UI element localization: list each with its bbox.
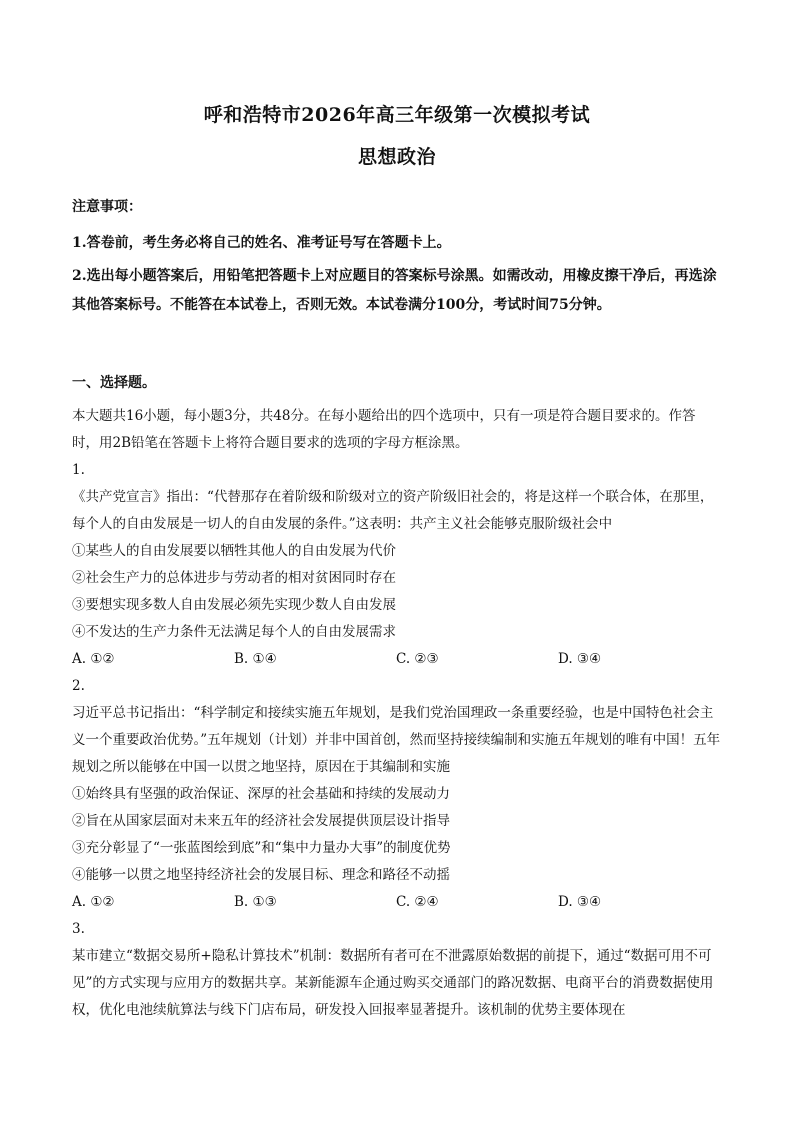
statement: ④能够一以贯之地坚持经济社会的发展目标、理念和路径不动摇	[72, 867, 450, 883]
statement: ③要想实现多数人自由发展必须先实现少数人自由发展	[72, 597, 396, 613]
statement: ①始终具有坚强的政治保证、深厚的社会基础和持续的发展动力	[72, 786, 450, 802]
question-stem: 某市建立“数据交易所+隐私计算技术”机制：数据所有者可在不泄露原始数据的前提下，通过“数据可用不可见”的方式实现与应用方的数据共享。某新能源车企通过购买交通部门的路况数据、电商平台的消费数据使用权，优化电池续航算法与线下门店布局，研发投入回报率显著提升。该机制的优势主要体现在	[72, 948, 714, 1018]
notice-heading: 注意事项：	[72, 199, 142, 215]
question-number: 2.	[72, 678, 85, 694]
section-title: 一、选择题。	[72, 375, 156, 391]
option-c: C. ②③	[396, 651, 439, 667]
option-d: D. ③④	[558, 651, 602, 667]
statement: ②旨在从国家层面对未来五年的经济社会发展提供顶层设计指导	[72, 813, 450, 829]
question-list	[72, 403, 722, 1024]
option-a: A. ①②	[72, 894, 115, 910]
option-b: B. ①④	[234, 651, 277, 667]
question-number: 1.	[72, 462, 85, 478]
option-d: D. ③④	[558, 894, 602, 910]
option-c: C. ②④	[396, 894, 439, 910]
question-number: 3.	[72, 921, 85, 937]
notice-item-1: 1.答卷前，考生务必将自己的姓名、准考证号写在答题卡上。	[72, 235, 451, 251]
statement: ③充分彰显了“一张蓝图绘到底”和“集中力量办大事”的制度优势	[72, 840, 451, 856]
exam-title: 呼和浩特市2026年高三年级第一次模拟考试	[203, 104, 591, 126]
option-a: A. ①②	[72, 651, 115, 667]
statement: ④不发达的生产力条件无法满足每个人的自由发展需求	[72, 624, 396, 640]
section-intro: 本大题共16小题，每小题3分，共48分。在每小题给出的四个选项中，只有一项是符合题目要求的。作答时，用2B铅笔在答题卡上将符合题目要求的选项的字母方框涂黑。	[72, 408, 696, 451]
question-stem: 习近平总书记指出：“科学制定和接续实施五年规划，是我们党治国理政一条重要经验，也是中国特色社会主义一个重要政治优势。”五年规划（计划）并非中国首创，然而坚持接续编制和实施五年规划的唯有中国！五年规划之所以能够在中国一以贯之地坚持，原因在于其编制和实施	[72, 705, 721, 775]
option-b: B. ①③	[234, 894, 277, 910]
exam-subject: 思想政治	[357, 146, 436, 168]
statement: ①某些人的自由发展要以牺牲其他人的自由发展为代价	[72, 543, 396, 559]
statement: ②社会生产力的总体进步与劳动者的相对贫困同时存在	[72, 570, 396, 586]
answer-options	[72, 646, 722, 673]
answer-options	[72, 889, 722, 916]
question-stem: 《共产党宣言》指出：“代替那存在着阶级和阶级对立的资产阶级旧社会的，将是这样一个联合体，在那里，每个人的自由发展是一切人的自由发展的条件。”这表明：共产主义社会能够克服阶级社会中	[72, 489, 714, 532]
notice-item-2: 2.选出每小题答案后，用铅笔把答题卡上对应题目的答案标号涂黑。如需改动，用橡皮擦干净后，再选涂其他答案标号。不能答在本试卷上，否则无效。本试卷满分100分，考试时间75分钟。	[72, 268, 717, 313]
